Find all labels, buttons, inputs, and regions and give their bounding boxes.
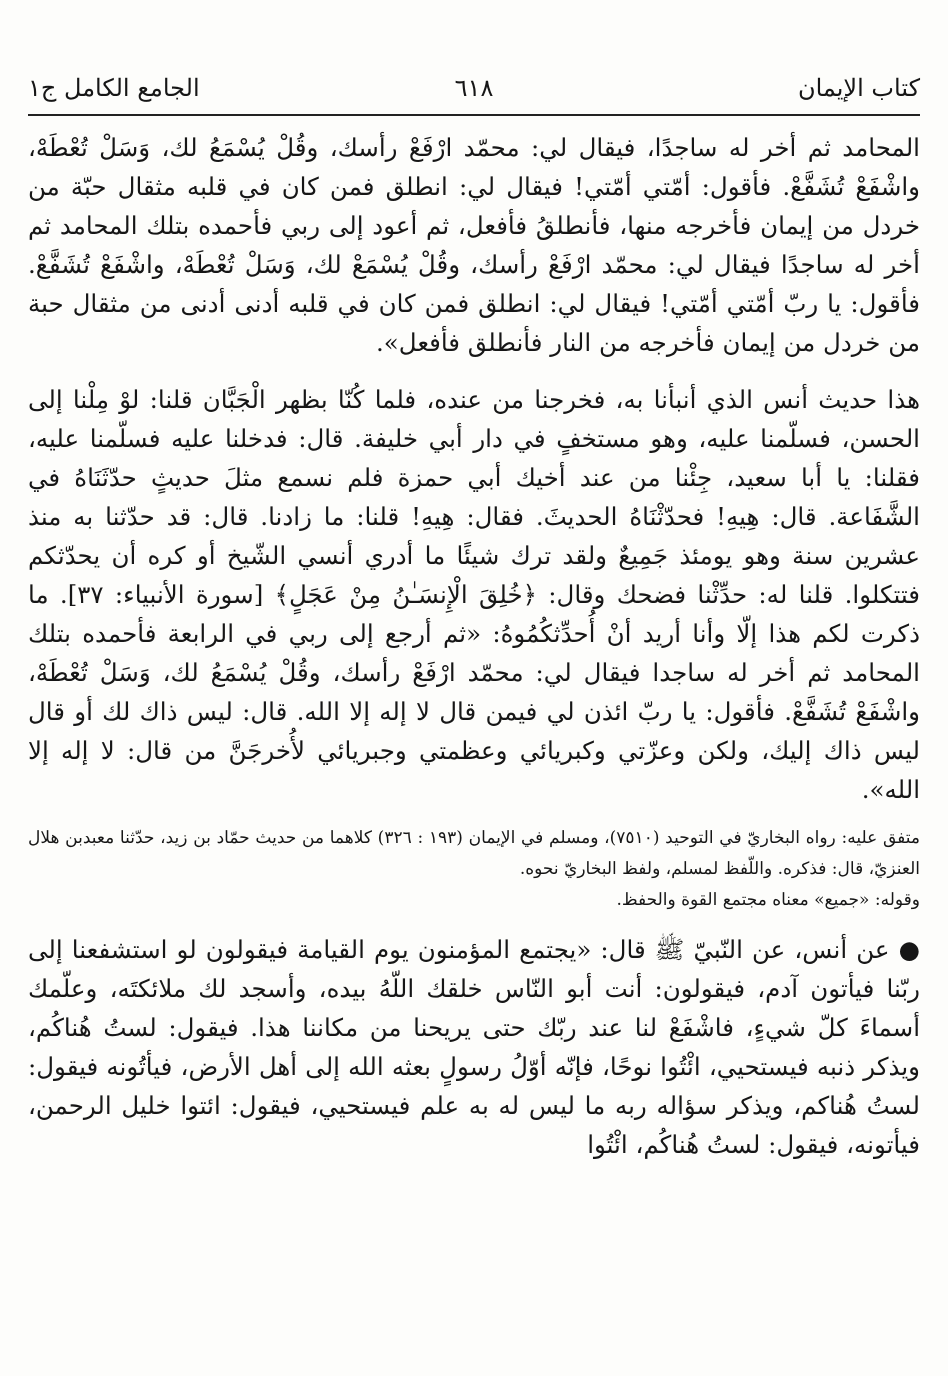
hadith-paragraph: ● عن أنس، عن النّبيّ ﷺ قال: «يجتمع المؤمنون يوم القيامة فيقولون لو استشفعنا إلى ربّنا فيأتون آدم، فيقولون: أنت أبو النّاس خلقك اللّهُ بيده، وأسجد لك ملائكتَه، وعلّمك أسماءَ كلّ شيءٍ، فاشْفَعْ لنا عند ربّك حتى يريحنا من مكاننا هذا. فيقول: لستُ هُناكُم، ويذكر ذنبه فيستحيي، ائْتُوا نوحًا، فإنّه أوّلُ رسولٍ بعثه الله إلى أهل الأرض، فيأتُونه فيقول: لستُ هُناكم، ويذكر سؤاله ربه ما ليس له به علم فيستحيي، فيقول: ائتوا خليل الرحمن، فيأتونه، فيقول: لستُ هُناكُم، ائْتُوا [28, 935, 920, 1159]
volume-title: الجامع الكامل ج١ [28, 74, 200, 102]
page-body [28, 128, 920, 1348]
page-number: ٦١٨ [454, 74, 494, 102]
header-rule [28, 114, 920, 116]
page-header [28, 66, 920, 110]
word-explanation-note: وقوله: «جميع» معناه مجتمع القوة والحفظ. [616, 890, 920, 910]
book-title: كتاب الإيمان [797, 74, 920, 102]
takhrij-note: متفق عليه: رواه البخاريّ في التوحيد (٧٥١٠)، ومسلم في الإيمان (١٩٣ : ٣٢٦) كلاهما من حديث حمّاد بن زيد، حدّثنا معبدبن هلال العنزيّ، قال: فذكره. واللّفظ لمسلم، ولفظ البخاريّ نحوه. [28, 828, 920, 879]
paragraph-anas-narration: هذا حديث أنس الذي أنبأنا به، فخرجنا من عنده، فلما كُنّا بظهر الْجَبَّان قلنا: لوْ مِلْنا إلى الحسن، فسلّمنا عليه، وهو مستخفٍ في دار أبي خليفة. قال: فدخلنا عليه فسلّمنا عليه، فقلنا: يا أبا سعيد، جِئْنا من عند أخيك أبي حمزة فلم نسمع مثلَ حديثٍ حدّثَنَاهُ في الشَّفَاعة. قال: هِيهِ! فحدّثْنَاهُ الحديثَ. فقال: هِيهِ! قلنا: ما زادنا. قال: قد حدّثنا به منذ عشرين سنة وهو يومئذ جَمِيعٌ ولقد ترك شيئًا ما أدري أنسي الشّيخ أو كره أن يحدّثكم فتتكلوا. قلنا له: حدِّثْنا فضحك وقال: ﴿خُلِقَ الْإِنسَـٰنُ مِنْ عَجَلٍ﴾ [سورة الأنبياء: ٣٧]. ما ذكرت لكم هذا إلّا وأنا أريد أنْ أُحدِّثكُمُوهُ: «ثم أرجع إلى ربي في الرابعة فأحمده بتلك المحامد ثم أخر له ساجدا فيقال لي: محمّد ارْفَعْ رأسك، وقُلْ يُسْمَعُ لك، وَسَلْ تُعْطَهْ، واشْفَعْ تُشَفَّعْ. فأقول: يا ربّ ائذن لي فيمن قال لا إله إلا الله. قال: ليس ذاك لك أو قال ليس ذاك إليك، ولكن وعزّتي وكبريائي وعظمتي وجبريائي لأُخرجَنَّ من قال: لا إله إلا الله». [28, 385, 920, 804]
paragraph-continuation: المحامد ثم أخر له ساجدًا، فيقال لي: محمّد ارْفَعْ رأسك، وقُلْ يُسْمَعُ لك، وَسَلْ تُعْطَهْ، واشْفَعْ تُشَفَّعْ. فأقول: أمّتي أمّتي! فيقال لي: انطلق فمن كان في قلبه مثقال حبّة من خردل من إيمان فأخرجه منها، فأنطلقُ فأفعل، ثم أعود إلى ربي فأحمده بتلك المحامد ثم أخر له ساجدًا فيقال لي: محمّد ارْفَعْ رأسك، وقُلْ يُسْمَعْ لك، وَسَلْ تُعْطَهْ، واشْفَعْ تُشَفَّعْ. فأقول: يا ربّ أمّتي أمّتي! فيقال لي: انطلق فمن كان في قلبه أدنى أدنى من مثقال حبة من خردل من إيمان فأخرجه من النار فأنطلق فأفعل». [28, 133, 920, 357]
